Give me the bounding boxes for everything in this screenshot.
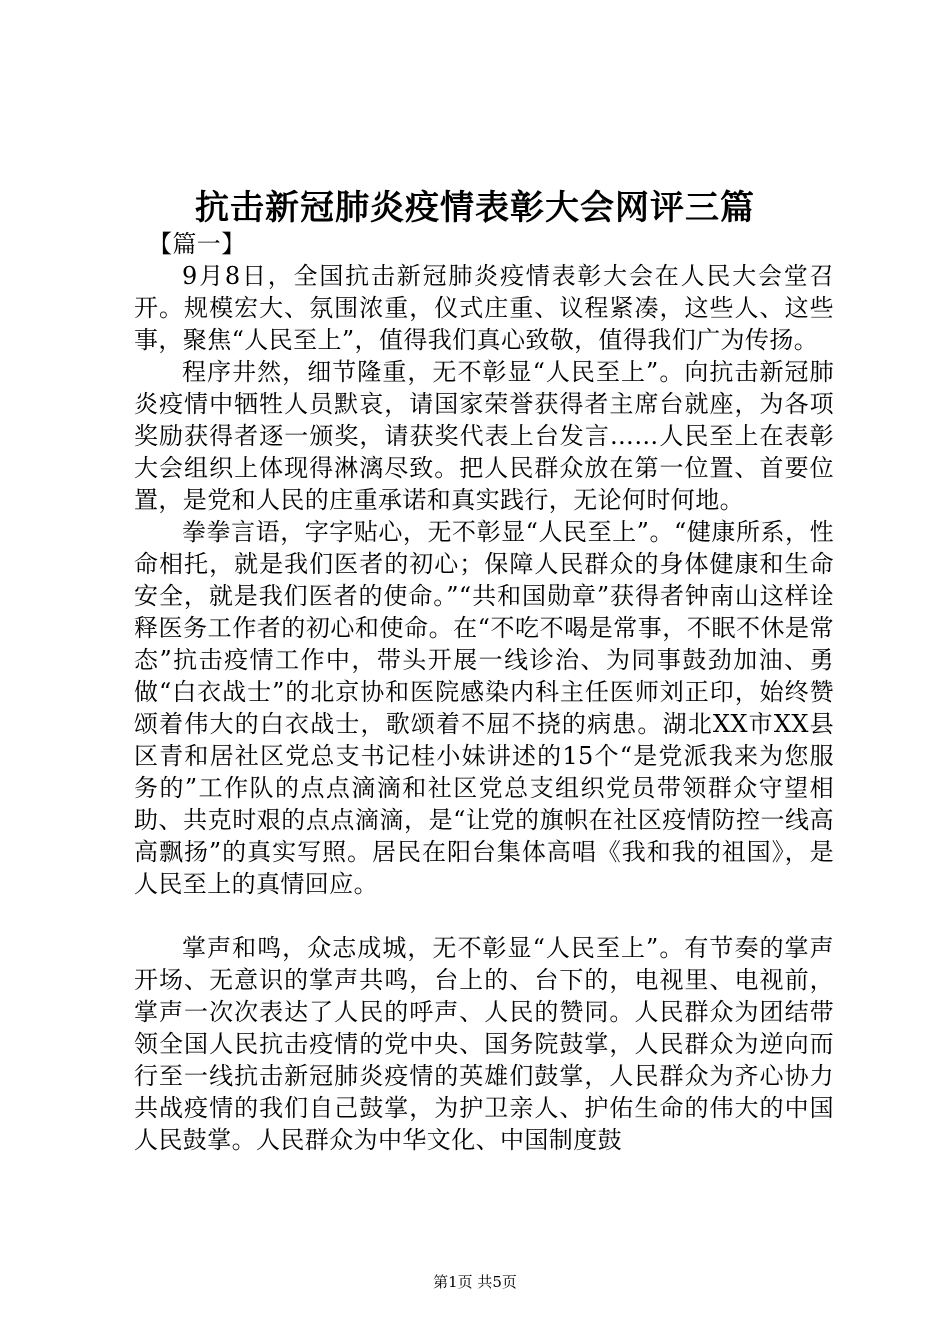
paragraph-3: 拳拳言语，字字贴心，无不彰显“人民至上”。“健康所系，性命相托，就是我们医者的初心；保障人民群众的身体健康和生命安全，就是我们医者的使命。”“共和国勋章”获得者钟南山这样诠释医务工作者的初心和使命。在“不吃不喝是常事，不眠不休是常态”抗击疫情工作中，带头开展一线诊治、为同事鼓劲加油、勇做“白衣战士”的北京协和医院感染内科主任医师刘正印，始终赞颂着伟大的白衣战士，歌颂着不屈不挠的病患。湖北XX市XX县区青和居社区党总支书记桂小妹讲述的15个“是党派我来为您服务的”工作队的点点滴滴和社区党总支组织党员带领群众守望相助、共克时艰的点点滴滴，是“让党的旗帜在社区疫情防控一线高高飘扬”的真实写照。居民在阳台集体高唱《我和我的祖国》，是人民至上的真情回应。 — [134, 518, 834, 898]
document-title: 抗击新冠肺炎疫情表彰大会网评三篇 — [195, 188, 755, 228]
page-footer: 第1页 共5页 — [433, 1273, 517, 1291]
paragraph-1: 9月8日，全国抗击新冠肺炎疫情表彰大会在人民大会堂召开。规模宏大、氛围浓重，仪式庄重、议程紧凑，这些人、这些事，聚焦“人民至上”，值得我们真心致敬，值得我们广为传扬。 — [134, 262, 834, 354]
document-body — [134, 228, 834, 1156]
section-label: 【篇一】 — [148, 230, 246, 258]
paragraph-4: 掌声和鸣，众志成城，无不彰显“人民至上”。有节奏的掌声开场、无意识的掌声共鸣，台上的、台下的，电视里、电视前，掌声一次次表达了人民的呼声、人民的赞同。人民群众为团结带领全国人民抗击疫情的党中央、国务院鼓掌，人民群众为逆向而行至一线抗击新冠肺炎疫情的英雄们鼓掌，人民群众为齐心协力共战疫情的我们自己鼓掌，为护卫亲人、护佑生命的伟大的中国人民鼓掌。人民群众为中华文化、中国制度鼓 — [134, 934, 834, 1154]
paragraph-2: 程序井然，细节隆重，无不彰显“人民至上”。向抗击新冠肺炎疫情中牺牲人员默哀，请国家荣誉获得者主席台就座，为各项奖励获得者逐一颁奖，请获奖代表上台发言……人民至上在表彰大会组织上体现得淋漓尽致。把人民群众放在第一位置、首要位置，是党和人民的庄重承诺和真实践行，无论何时何地。 — [134, 358, 834, 514]
